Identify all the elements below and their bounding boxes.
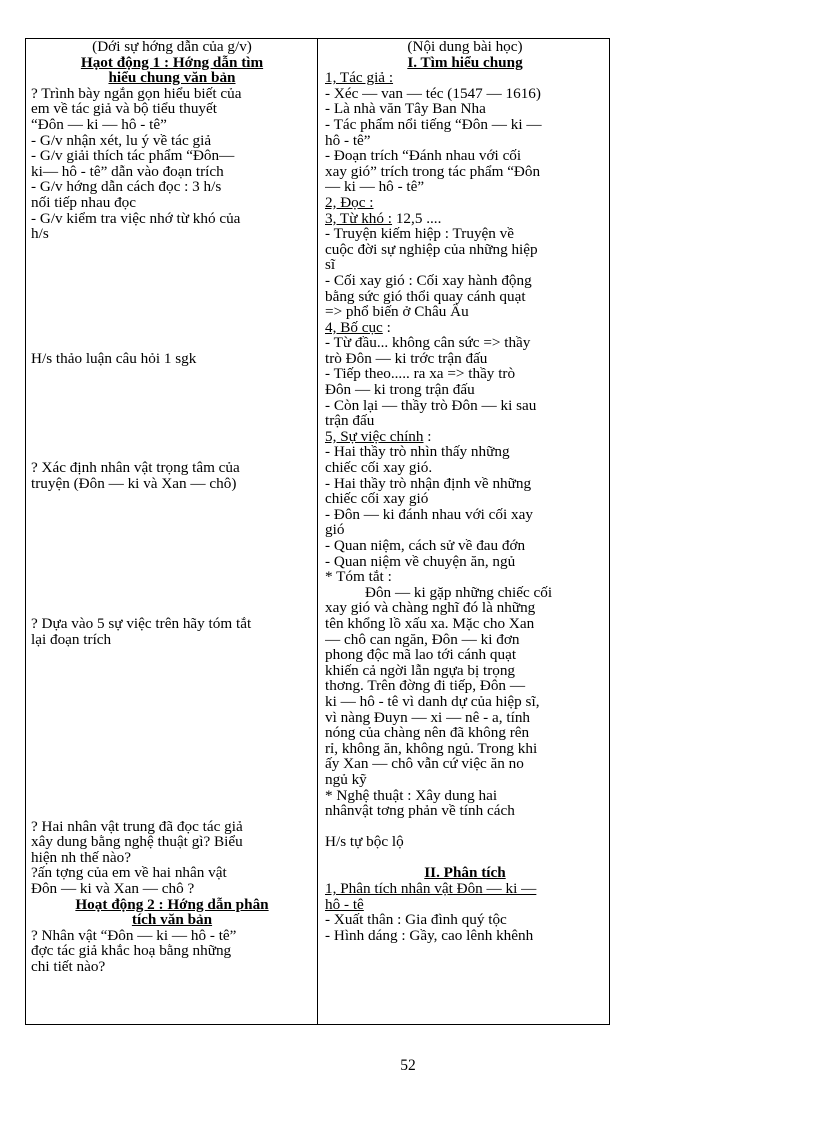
reading-subheading: 2, Đọc :	[325, 194, 374, 211]
text-line: - Là nhà văn Tây Ban Nha	[325, 101, 486, 117]
left-column-heading: (Dới sự hớng dẫn của g/v)	[92, 39, 252, 55]
text-line: - Truyện kiếm hiệp : Truyện về	[325, 226, 515, 242]
text-line: ? Dựa vào 5 sự việc trên hãy tóm tắt	[31, 615, 252, 632]
text-line: “Đôn — ki — hô - tê”	[31, 116, 167, 133]
text-line: - Hai thầy trò nhìn thấy những	[325, 444, 510, 461]
text-line: bằng sức gió thổi quay cánh quạt	[325, 288, 526, 305]
teacher-activity-column	[26, 39, 318, 1024]
text-line: - Từ đầu... không cân sức => thầy	[325, 335, 531, 351]
text-line: ? Hai nhân vật trung đã đọc tác giả	[31, 818, 243, 835]
events-subheading: 5, Sự việc chính :	[325, 428, 432, 445]
text-line: rỉ, không ăn, không ngủ. Trong khi	[325, 740, 538, 757]
text-line: Đôn — ki trong trận đấu	[325, 382, 475, 398]
text-line: nhânvật tơng phản về tính cách	[325, 803, 515, 819]
text-line: ? Trình bày ngắn gọn hiểu biết của	[31, 85, 242, 102]
text-line: ? Xác định nhân vật trọng tâm của	[31, 460, 240, 476]
summary-label: * Tóm tắt :	[325, 569, 392, 585]
lesson-table	[25, 38, 610, 1025]
text-line: chiếc cối xay gió	[325, 491, 429, 507]
text-line: ki — hô - tê vì danh dự của hiệp sĩ,	[325, 693, 540, 710]
section-1-heading: I. Tìm hiểu chung	[407, 54, 523, 71]
text-line: ?ấn tợng của em về hai nhân vật	[31, 865, 227, 882]
text-line: hô - tê”	[325, 132, 371, 149]
text-line: truyện (Đôn — ki và Xan — chô)	[31, 475, 237, 492]
text-line: - Xuất thân : Gia đình quý tộc	[325, 912, 507, 928]
text-line: tên khổng lồ xấu xa. Mặc cho Xan	[325, 615, 535, 632]
text-line: hiện nh thế nào?	[31, 849, 131, 866]
text-line: => phổ biến ở Châu Âu	[325, 304, 469, 320]
activity-1-heading: Hạot động 1 : Hớng dẫn tìm	[80, 54, 264, 71]
text-line: xay gió và chàng nghĩ đó là những	[325, 600, 536, 616]
right-column-heading: (Nội dung bài học)	[407, 39, 523, 55]
text-line: lại đoạn trích	[31, 631, 112, 648]
text-line: - G/v hớng dẫn cách đọc : 3 h/s	[31, 179, 222, 195]
activity-2-heading-cont: tích văn bản	[131, 912, 213, 928]
text-line: - Hình dáng : Gầy, cao lênh khênh	[325, 927, 534, 944]
text-line: xây dung bằng nghệ thuật gì? Biểu	[31, 834, 243, 850]
activity-1-steps	[31, 86, 313, 242]
text-line: chiếc cối xay gió.	[325, 460, 433, 476]
text-line: chi tiết nào?	[31, 959, 106, 975]
text-line: xay gió” trích trong tác phẩm “Đôn	[325, 163, 541, 180]
text-line: — ki — hô - tê”	[325, 179, 425, 195]
text-line: nối tiếp nhau đọc	[31, 194, 137, 211]
page-number: 52	[400, 1057, 416, 1074]
discussion-question: H/s thảo luận câu hỏi 1 sgk	[31, 350, 197, 367]
text-line: ki— hô - tê” dẫn vào đoạn trích	[31, 163, 224, 180]
structure-subheading: 4, Bố cục :	[325, 319, 391, 336]
text-line: - Hai thầy trò nhận định về những	[325, 475, 532, 492]
lesson-content-column	[318, 39, 609, 1024]
text-line: khiến cả ngời lẫn ngựa bị trọng	[325, 662, 516, 679]
text-line: em về tác giả và bộ tiểu thuyết	[31, 101, 217, 117]
text-line: - Đoạn trích “Đánh nhau với cối	[325, 148, 522, 164]
text-line: Đôn — ki và Xan — chô ?	[31, 881, 195, 897]
text-line: thơng. Trên đờng đi tiếp, Đôn —	[325, 678, 526, 694]
text-line: đợc tác giả khắc hoạ bằng những	[31, 943, 232, 960]
author-subheading: 1, Tác giả :	[325, 70, 394, 86]
text-line: phong độc mã lao tới cánh quạt	[325, 647, 517, 663]
text-line: - Đôn — ki đánh nhau với cối xay	[325, 506, 533, 523]
text-line: * Nghệ thuật : Xây dung hai	[325, 787, 498, 804]
text-line: nóng của chàng nên đã không rên	[325, 725, 530, 741]
text-line: - Tác phẩm nổi tiếng “Đôn — ki —	[325, 116, 542, 133]
text-line: - G/v giải thích tác phẩm “Đôn—	[31, 148, 235, 164]
text-line: trò Đôn — ki trớc trận đấu	[325, 350, 488, 367]
text-line: - G/v nhận xét, lu ý về tác giả	[31, 132, 212, 149]
summary-first-line: Đôn — ki gặp những chiếc cối	[365, 584, 553, 601]
text-line: ? Nhân vật “Đôn — ki — hô - tê”	[31, 927, 237, 944]
activity-1-heading-cont: hiểu chung văn bản	[108, 70, 236, 86]
text-line: - Quan niệm, cách sử về đau đớn	[325, 538, 526, 554]
text-line: sĩ	[325, 257, 336, 273]
text-line: cuộc đời sự nghiệp của những hiệp	[325, 241, 538, 258]
text-line: - Tiếp theo..... ra xa => thầy trò	[325, 366, 516, 383]
text-line: ấy Xan — chô vẫn cứ việc ăn no	[325, 756, 524, 772]
text-line: ngủ kỹ	[325, 771, 367, 788]
activity-2-heading: Hoạt động 2 : Hớng dẫn phân	[75, 896, 269, 913]
text-line: - Còn lại — thầy trò Đôn — ki sau	[325, 397, 537, 414]
text-line: h/s	[31, 226, 49, 242]
text-line: - Cối xay gió : Cối xay hành động	[325, 272, 532, 289]
self-reflection-line: H/s tự bộc lộ	[325, 834, 404, 850]
text-line: — chô can ngăn, Đôn — ki đơn	[325, 631, 520, 648]
analysis-subheading-cont: hô - tê	[325, 896, 364, 913]
vocabulary-subheading: 3, Từ khó : 12,5 ....	[325, 210, 442, 227]
text-line: - Xéc — van — téc (1547 — 1616)	[325, 85, 541, 102]
text-line: - G/v kiểm tra việc nhớ từ khó của	[31, 210, 241, 227]
text-line: - Quan niệm về chuyện ăn, ngủ	[325, 553, 516, 570]
text-line: trận đấu	[325, 413, 375, 429]
text-line: vì nàng Đuyn — xi — nê - a, tính	[325, 709, 531, 726]
section-2-heading: II. Phân tích	[424, 865, 506, 882]
text-line: gió	[325, 522, 345, 538]
analysis-subheading: 1, Phân tích nhân vật Đôn — ki —	[325, 881, 537, 897]
